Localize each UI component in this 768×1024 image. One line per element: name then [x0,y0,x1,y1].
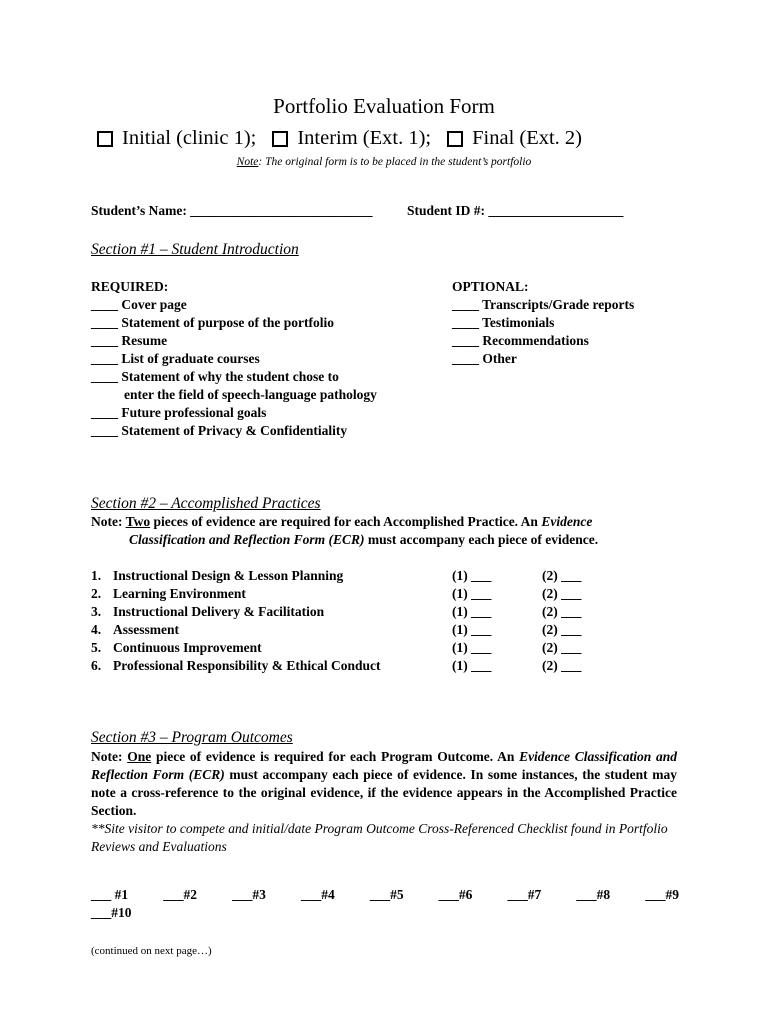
practice-number: 5. [91,640,102,655]
required-item: ____ Statement of why the student chose to [91,369,339,384]
section2-note-ecr-cont: Classification and Reflection Form (ECR) [129,532,365,547]
evidence-2-blank[interactable]: (2) ___ [542,658,582,673]
evidence-1-blank[interactable]: (1) ___ [452,622,492,637]
note-prefix: Note [236,156,259,168]
section2-note-text2: must accompany each piece of evidence. [367,532,599,547]
checkbox-icon[interactable] [447,131,463,147]
required-item: ____ Resume [91,333,168,348]
section2-note-text1: pieces of evidence are required for each Accomplished Practice. An [153,514,538,529]
required-list [91,278,377,440]
section1-heading: Section #1 – Student Introduction [91,241,299,258]
outcome-blank[interactable]: ___#4 [300,887,335,902]
section3-note [91,748,677,820]
evidence-2-blank[interactable]: (2) ___ [542,568,582,583]
section2-note [91,513,598,549]
note-text: : The original form is to be placed in the student’s portfolio [258,156,532,168]
evidence-1-blank[interactable]: (1) ___ [452,586,492,601]
outcome-blank[interactable]: ___#10 [91,905,132,920]
outcome-blank[interactable]: ___#7 [507,887,542,902]
evidence-1-blank[interactable]: (1) ___ [452,658,492,673]
practice-name: Professional Responsibility & Ethical Conduct [113,658,381,673]
evidence-1-blank[interactable]: (1) ___ [452,568,492,583]
section2-note-ecr: Evidence [541,514,593,529]
practice-number: 2. [91,586,102,601]
outcome-blank[interactable]: ___#3 [232,887,266,902]
practice-name: Instructional Delivery & Facilitation [113,604,325,619]
required-label: REQUIRED: [91,279,169,294]
section2-heading: Section #2 – Accomplished Practices [91,495,321,512]
section2-note-label: Note: [91,514,123,529]
section3-note-text2: must accompany each piece of evidence. In some instances, the student may note a cross-reference to the original evidence, if the evidence appears in the Accomplished Practice Section. [91,767,678,818]
section3-note-one: One [127,749,152,764]
option-final-label: Final (Ext. 2) [472,127,583,149]
evidence-1-blank[interactable]: (1) ___ [452,604,492,619]
outcome-blank[interactable]: ___ #1 [91,887,129,902]
checkbox-icon[interactable] [272,131,288,147]
section2-note-two: Two [125,514,151,529]
practice-row [91,657,611,675]
practice-number: 4. [91,622,102,637]
required-item-continued: enter the field of speech-language pathology [124,387,377,402]
evidence-2-blank[interactable]: (2) ___ [542,586,582,601]
student-id-field[interactable]: Student ID #: ____________________ [407,203,624,218]
outcome-blank[interactable]: ___#8 [576,887,611,902]
evidence-1-blank[interactable]: (1) ___ [452,640,492,655]
practice-row [91,585,611,603]
practice-number: 6. [91,658,102,673]
option-interim-label: Interim (Ext. 1); [297,127,432,149]
option-initial[interactable] [97,127,256,150]
practice-name: Instructional Design & Lesson Planning [113,568,344,583]
practice-row [91,567,611,585]
practice-name: Learning Environment [113,586,246,601]
optional-item: ____ Testimonials [452,315,555,330]
option-initial-label: Initial (clinic 1); [122,127,257,149]
outcome-blank[interactable]: ___#6 [438,887,473,902]
option-final[interactable] [447,127,582,150]
practice-row [91,621,611,639]
section3-heading: Section #3 – Program Outcomes [91,729,293,746]
form-title: Portfolio Evaluation Form [273,94,495,118]
evidence-2-blank[interactable]: (2) ___ [542,604,582,619]
portfolio-note [0,156,768,168]
evidence-2-blank[interactable]: (2) ___ [542,622,582,637]
section2-note-line2 [91,531,598,549]
outcome-blank[interactable]: ___#9 [645,887,679,902]
program-outcomes-row [91,886,679,904]
practice-name: Assessment [113,622,179,637]
practice-row [91,603,611,621]
outcome-blank[interactable]: ___#2 [163,887,197,902]
student-name-field[interactable]: Student’s Name: ___________________________ [91,203,373,218]
checkbox-icon[interactable] [97,131,113,147]
outcome-blank[interactable]: ___#5 [369,887,404,902]
optional-list [452,278,634,368]
section2-note-line1 [91,513,598,531]
required-item: ____ List of graduate courses [91,351,260,366]
required-item: ____ Statement of Privacy & Confidentiality [91,423,348,438]
required-item: ____ Cover page [91,297,187,312]
optional-label: OPTIONAL: [452,279,529,294]
required-item: ____ Future professional goals [91,405,267,420]
section3-note-ecr: Evidence Classification and Reflection Form (ECR) [91,749,678,782]
accomplished-practices-list [91,567,611,675]
practice-row [91,639,611,657]
optional-item: ____ Recommendations [452,333,589,348]
evidence-2-blank[interactable]: (2) ___ [542,640,582,655]
practice-number: 3. [91,604,102,619]
continued-note: (continued on next page…) [91,945,212,957]
section3-note-label: Note: [91,749,123,764]
practice-number: 1. [91,568,102,583]
practice-name: Continuous Improvement [113,640,262,655]
evaluation-type-options [97,127,582,150]
optional-item: ____ Other [452,351,517,366]
section3-note-text1: piece of evidence is required for each Program Outcome. An [155,749,515,764]
optional-item: ____ Transcripts/Grade reports [452,297,635,312]
option-interim[interactable] [272,127,431,150]
required-item: ____ Statement of purpose of the portfolio [91,315,334,330]
site-visitor-note: **Site visitor to compete and initial/date Program Outcome Cross-Referenced Checklist found in Portfolio Reviews and Evaluations [91,821,668,854]
